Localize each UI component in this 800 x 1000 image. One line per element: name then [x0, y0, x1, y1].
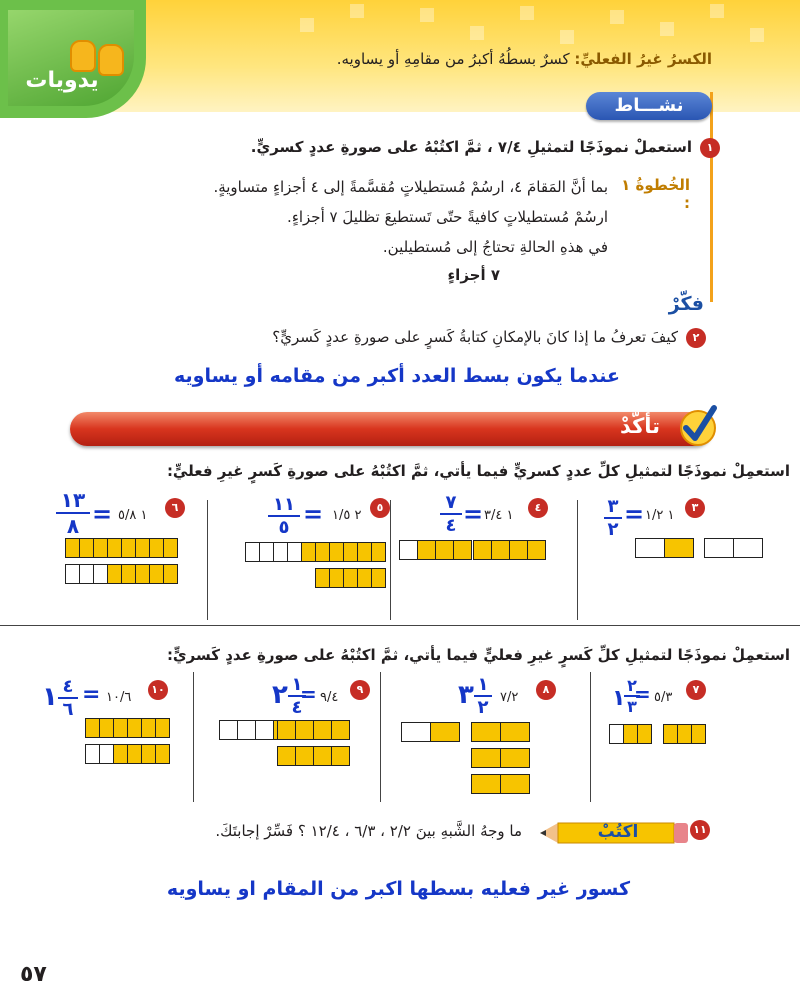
exercise-number: ٧	[686, 680, 706, 700]
given-fraction: ٩/٤	[320, 690, 339, 705]
question-11-text: ما وجهُ الشَّبهِ بينَ ٢/٢ ، ٦/٣ ، ١٢/٤ ؟ فَسِّرْ إجابتَكَ.	[215, 822, 522, 840]
given-fraction: ٧/٢	[500, 690, 519, 705]
answer-fraction: ٣ ٢	[604, 496, 622, 540]
exercise-number: ٨	[536, 680, 556, 700]
question-number: ١	[700, 138, 720, 158]
pencil-label: اكتُبْ	[597, 822, 639, 842]
divider	[0, 625, 800, 626]
exercise-number: ٥	[370, 498, 390, 518]
fraction-bar	[664, 724, 706, 744]
exercise-number: ١٠	[148, 680, 168, 700]
equals-sign: =	[624, 500, 645, 528]
equals-sign: =	[300, 682, 317, 706]
fraction-bar	[402, 722, 460, 742]
equals-sign: =	[463, 500, 484, 528]
fraction-bar	[66, 564, 178, 584]
fraction-bar	[316, 542, 386, 562]
definition-term: الكسرُ غيرُ الفعليِّ:	[574, 50, 712, 68]
parts-label: ٧ أجزاءٍ	[447, 266, 500, 284]
fraction-bar	[86, 718, 170, 738]
fraction-bar	[316, 568, 386, 588]
fraction-bar	[472, 748, 530, 768]
divider	[380, 672, 381, 802]
instruction-1: استعمِلْ نموذَجًا لتمثيلِ كلِّ عددٍ كسريٍّ فيما يأتي، ثمَّ اكتُبْهُ على صورةِ كَسرٍ غيرِ فعليٍّ:	[166, 462, 790, 480]
fraction-bar	[246, 542, 316, 562]
divider	[207, 500, 208, 620]
exercise-number: ٣	[685, 498, 705, 518]
step-line: ارسُمْ مُستطيلاتٍ كافيةً حتّى تَستطيعَ تظليلَ ٧ أجزاءٍ.	[287, 208, 608, 226]
question-number: ٢	[686, 328, 706, 348]
answer-whole: ٣	[458, 680, 474, 710]
handwritten-answer: عندما يكون بسط العدد أكبر من مقامه أو يساويه	[174, 365, 620, 387]
activity-margin-line	[710, 92, 713, 302]
given-fraction: ١٠/٦	[106, 690, 132, 705]
question-1-text: استعملْ نموذَجًا لتمثيلِ ٧/٤ ، ثمَّ اكتُبْهُ على صورةِ عددٍ كسريٍّ.	[250, 138, 692, 156]
equals-sign: =	[82, 682, 101, 707]
answer-fraction: ١ ٢	[474, 674, 492, 718]
checkmark-icon	[676, 404, 718, 448]
given-mixed-number: ١ ٥/٨	[118, 508, 148, 523]
question-number: ١١	[690, 820, 710, 840]
definition	[92, 50, 712, 68]
step-line: بما أنَّ المَقامَ ٤، ارسُمْ مُستطيلاتٍ مُقسَّمةً إلى ٤ أجزاءٍ متساويةٍ.	[213, 178, 608, 196]
fraction-bar	[472, 722, 530, 742]
badge-label: يدويات	[25, 68, 99, 93]
divider	[390, 500, 391, 620]
fraction-bar	[472, 774, 530, 794]
handwritten-answer: كسور غير فعليه بسطها اكبر من المقام او يساويه	[166, 878, 630, 900]
equals-sign: =	[303, 500, 324, 528]
fraction-bar	[610, 724, 652, 744]
fraction-bar	[278, 746, 350, 766]
fraction-bar	[636, 538, 694, 558]
page-number: ٥٧	[20, 962, 47, 987]
divider	[590, 672, 591, 802]
confirm-label: تأكَّدْ	[619, 414, 661, 438]
step-line: في هذهِ الحالةِ تحتاجُ إلى مُستطيلين.	[382, 238, 608, 256]
answer-whole: ١	[612, 686, 626, 711]
equals-sign: =	[92, 500, 113, 528]
answer-whole: ١	[42, 682, 58, 712]
step-label: الخُطوةُ ١ :	[621, 176, 690, 212]
divider	[577, 500, 578, 620]
answer-fraction: ٧ ٤	[440, 492, 462, 536]
fraction-bar	[705, 538, 763, 558]
given-mixed-number: ٢ ١/٥	[332, 508, 362, 523]
fraction-bar	[86, 744, 170, 764]
instruction-2: استعمِلْ نموذَجًا لتمثيلِ كلِّ كَسرٍ غيرِ فعليٍّ فيما يأتي، ثمَّ اكتُبْهُ على صورةِ عددٍ كَسريٍّ:	[166, 646, 790, 664]
answer-fraction: ٤ ٦	[58, 676, 78, 720]
think-label: فكّرْ	[668, 293, 704, 315]
fraction-bar	[400, 540, 472, 560]
question-2-text: كيفَ تعرفُ ما إذا كانَ بالإمكانِ كتابةُ كَسرٍ على صورةِ عددٍ كَسريٍّ؟	[272, 328, 678, 346]
activity-tab: نشـــاط	[586, 92, 712, 120]
exercise-number: ٤	[528, 498, 548, 518]
exercise-number: ٩	[350, 680, 370, 700]
given-mixed-number: ١ ١/٢	[645, 508, 675, 523]
fraction-bar	[278, 720, 350, 740]
answer-fraction: ١ ٤	[288, 674, 306, 718]
answer-fraction: ١٣ ٨	[56, 488, 90, 538]
answer-fraction: ٢ ٣	[624, 676, 640, 716]
given-fraction: ٥/٣	[654, 690, 673, 705]
equals-sign: =	[634, 682, 651, 706]
fraction-bar	[474, 540, 546, 560]
given-mixed-number: ١ ٣/٤	[484, 508, 514, 523]
divider	[193, 672, 194, 802]
definition-text: كسرٌ بسطُهُ أكبرُ من مقامِهِ أو يساويه.	[336, 50, 570, 68]
answer-fraction: ١١ ٥	[268, 494, 300, 538]
fraction-bar	[66, 538, 178, 558]
answer-whole: ٢	[272, 680, 288, 710]
exercise-number: ٦	[165, 498, 185, 518]
